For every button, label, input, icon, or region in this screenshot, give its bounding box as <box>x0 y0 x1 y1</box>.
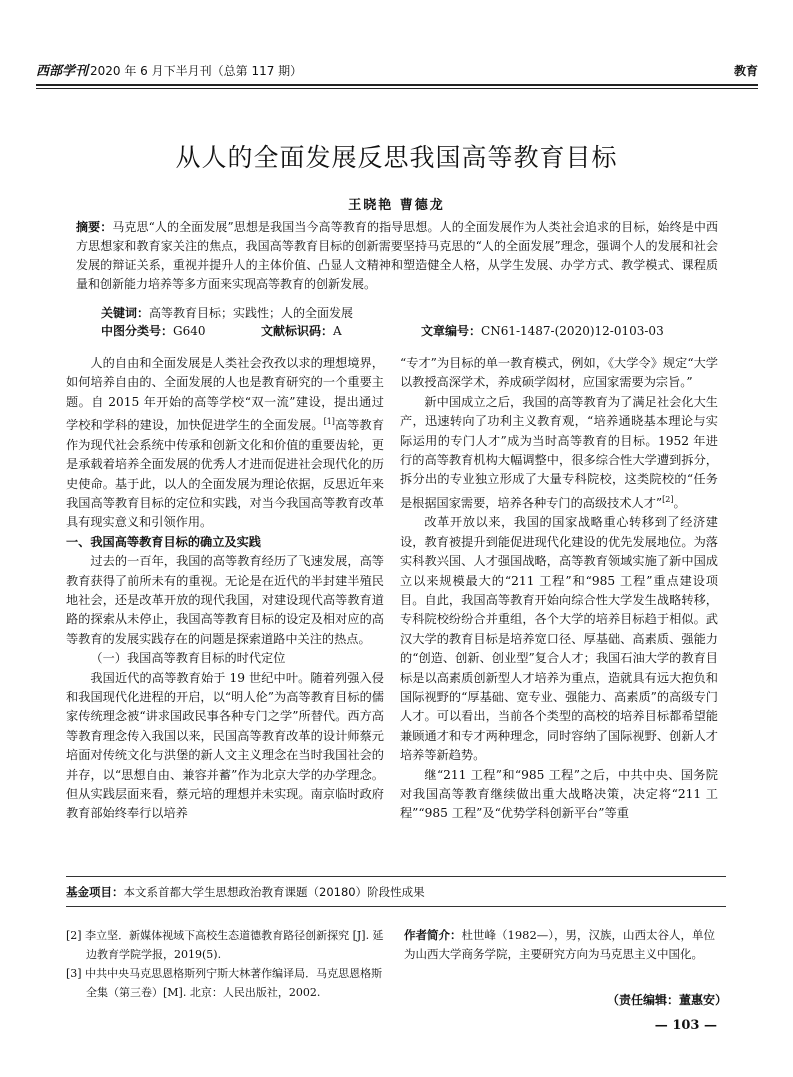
footnote-rule <box>66 876 726 877</box>
citation: [1] <box>323 417 335 427</box>
fund-label: 基金项目： <box>66 885 124 899</box>
right-column <box>400 354 718 824</box>
reference-item: [2] 李立坚．新媒体视域下高校生态道德教育路径创新探究 [J]. 延边教育学院学报，2019(5). <box>66 929 384 961</box>
paragraph <box>400 393 718 514</box>
author-intro <box>404 926 724 964</box>
clc-value: G640 <box>173 324 206 338</box>
doc-code <box>261 322 342 339</box>
clc-label: 中图分类号： <box>101 324 174 338</box>
article-title: 从人的全面发展反思我国高等教育目标 <box>175 143 618 172</box>
header-rule-thin <box>36 88 758 89</box>
abstract-label: 摘要： <box>76 220 113 234</box>
section-heading: 一、我国高等教育目标的确立及实践 <box>66 534 261 549</box>
reference-item: [3] 中共中央马克思恩格斯列宁斯大林著作编译局．马克思恩格斯全集（第三卷）[M]. 北京：人民出版社，2002. <box>66 967 383 999</box>
author-intro-label: 作者简介： <box>404 928 462 942</box>
references <box>66 926 384 1002</box>
left-column <box>66 354 384 824</box>
running-header <box>36 60 758 82</box>
clc <box>101 322 206 339</box>
paragraph-text: 高等教育作为现代社会系统中传承和创新文化和价值的重要齿轮，更是承载着培养全面发展的优秀人才进而促进社会现代化的历史使命。基于此，以人的全面发展为理论依据，反思近年来我国高等教育目标的定位和实践，对当今我国高等教育改革具有现实意义和引领作用。 <box>66 418 385 530</box>
section-name: 教育 <box>733 64 758 78</box>
article-number-label: 文章编号： <box>421 324 482 338</box>
fund-text: 本文系首都大学生思想政治教育课题（20180）阶段性成果 <box>123 885 425 899</box>
paragraph-text: 新中国成立之后，我国的高等教育为了满足社会化大生产，迅速转向了功利主义教育观，“培养通晓基本理论与实际运用的专门人才”成为当时高等教育的目标。1952 年进行的高等教育机构大幅调整中，很多综合性大学遭到拆分，拆分出的专业独立形成了大量专科院校，这类院校的“任务是根据国家需要，培养各种专门的高级技术人才” <box>400 394 718 510</box>
subsection-heading: （一）我国高等教育目标的时代定位 <box>90 651 286 666</box>
keywords <box>101 304 353 321</box>
article-number <box>421 322 664 339</box>
doc-code-value: A <box>333 324 342 338</box>
paragraph: 过去的一百年，我国的高等教育经历了飞速发展，高等教育获得了前所未有的重视。无论是在近代的半封建半殖民地社会，还是改革开放的现代我国，对建设现代高等教育道路的探索从未停止，我国高等教育目标的设定及相对应的高等教育的发展实践存在的问题是探索道路中关注的热点。 <box>66 554 384 646</box>
header-rule <box>36 84 758 86</box>
article-number-value: CN61-1487-(2020)12-0103-03 <box>481 324 664 338</box>
article-authors: 王晓艳 曹德龙 <box>348 198 445 213</box>
journal-logo: 西部学刊 <box>36 64 89 79</box>
author-intro-text: 杜世峰（1982—），男，汉族，山西太谷人，单位为山西大学商务学院，主要研究方向为马克思主义中国化。 <box>404 928 716 961</box>
abstract-text: 马克思“人的全面发展”思想是我国当今高等教育的指导思想。人的全面发展作为人类社会追求的目标，始终是中西方思想家和教育家关注的焦点，我国高等教育目标的创新需要坚持马克思的“人的全面发展”理念，强调个人的发展和社会发展的辩证关系，重视并提升人的主体价值、凸显人文精神和塑造健全人格，从学生发展、办学方式、教学模式、课程质量和创新能力培养等多方面来实现高等教育的创新发展。 <box>76 220 718 291</box>
paragraph: “专才”为目标的单一教育模式，例如，《大学令》规定“大学以教授高深学术，养成硕学闳材，应国家需要为宗旨。” <box>400 356 718 390</box>
responsible-editor: （责任编辑：董惠安） <box>606 993 727 1007</box>
doc-code-label: 文献标识码： <box>261 324 334 338</box>
paragraph: 我国近代的高等教育始于 19 世纪中叶。随着列强入侵和我国现代化进程的开启，以“明人伦”为高等教育目标的儒家传统理念被“讲求国政民事各种专门之学”所替代。西方高等教育理念传入我国以来，民国高等教育改革的设计师蔡元培面对传统文化与洪堡的新人文主义理念在当时我国社会的并存，以“思想自由、兼容并蓄”作为北京大学的办学理念。但从实践层面来看，蔡元培的理想并未实现。南京临时政府教育部始终奉行以培养 <box>66 670 384 821</box>
fund-note <box>66 884 425 900</box>
abstract <box>76 218 718 294</box>
journal-issue <box>36 60 302 79</box>
issue-info: 2020 年 6 月下半月刊（总第 117 期） <box>90 64 303 78</box>
paragraph: 改革开放以来，我国的国家战略重心转移到了经济建设，教育被提升到能促进现代化建设的优先发展地位。为落实科教兴国、人才强国战略，高等教育领域实施了新中国成立以来规模最大的“211 工程”和“985 工程”重点建设项目。自此，我国高等教育开始向综合性大学发生战略转移，专科院校纷纷合并重组，各个大学的培养目标趋于相似。武汉大学的教育目标是培养宽口径、厚基础、高素质、强能力的“创造、创新、创业型”复合人才；我国石油大学的教育目标是以高素质创新型人才培养为重点，造就具有远大抱负和国际视野的“厚基础、宽专业、强能力、高素质”的高级专门人才。可以看出，当前各个类型的高校的培养目标都希望能兼顾通才和专才两种理念，同时容纳了国际视野、创新人才培养等新趋势。 <box>400 515 718 763</box>
paragraph-text: 。 <box>673 495 686 510</box>
paragraph <box>66 354 384 533</box>
keywords-label: 关键词： <box>101 306 150 320</box>
page-number: — 103 — <box>654 1018 717 1033</box>
footnote-rule <box>66 906 726 907</box>
paragraph-text: 人的自由和全面发展是人类社会孜孜以求的理想境界，如何培养自由的、全面发展的人也是教育研究的一个重要主题。自 2015 年开始的高等学校“双一流”建设，提出通过学校和学科的建设，加快促进学生的全面发展。 <box>66 356 384 433</box>
citation: [2] <box>662 494 674 504</box>
paragraph: 继“211 工程”和“985 工程”之后，中共中央、国务院对我国高等教育继续做出重大战略决策，决定将“211 工程”“985 工程”及“优势学科创新平台”等重 <box>400 767 718 821</box>
keywords-text: 高等教育目标；实践性；人的全面发展 <box>149 306 354 320</box>
